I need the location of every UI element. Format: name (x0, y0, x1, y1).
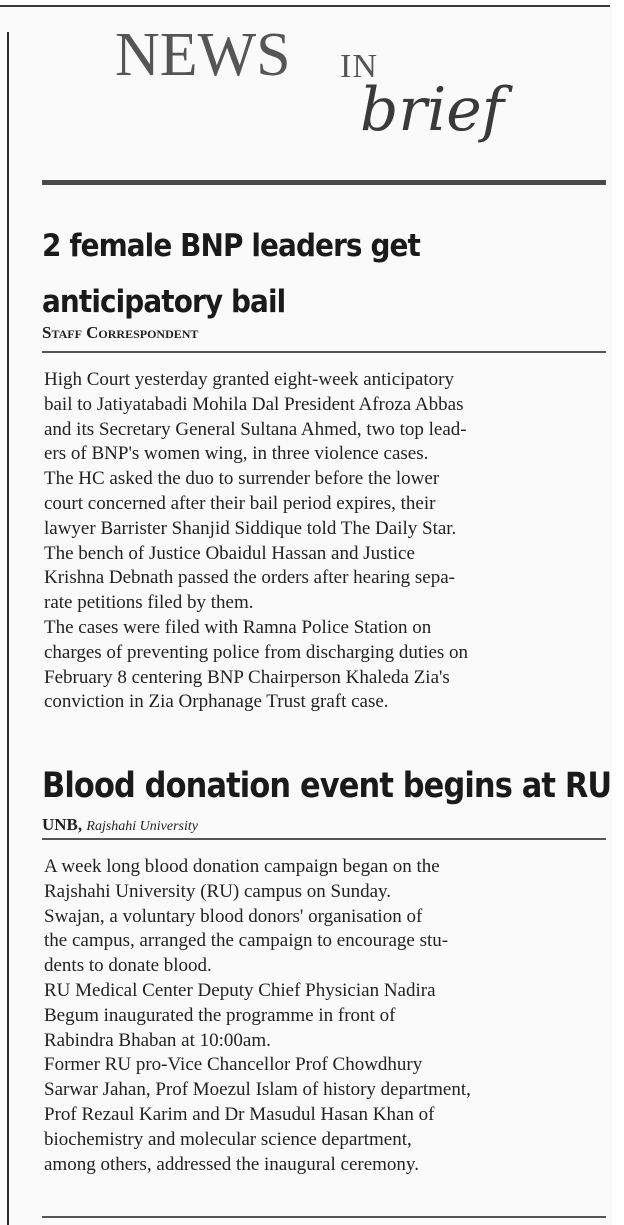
article-2-byline (42, 815, 198, 835)
article-2-paragraph: RU Medical Center Deputy Chief Physician Nadira Begum inaugurated the programme in front of Rabindra Bhaban at 10:00am. (44, 979, 436, 1051)
article-1-paragraph: The bench of Justice Obaidul Hassan and Justice Krishna Debnath passed the orders after hearing sepa- rate petitions filed by them. (44, 542, 455, 614)
article-1-rule (42, 351, 606, 353)
column-left-rule (7, 32, 9, 1225)
article-2-rule (42, 838, 606, 840)
article-1-byline (42, 323, 198, 343)
masthead-rule (42, 180, 606, 185)
article-2-paragraph: Swajan, a voluntary blood donors' organisation of the campus, arranged the campaign to encourage stu- dents to donate blood. (44, 905, 449, 977)
bottom-rule (42, 1216, 606, 1218)
article-2-paragraph: A week long blood donation campaign began on the Rajshahi University (RU) campus on Sunday. (44, 856, 440, 902)
masthead-brief: brief (360, 75, 504, 145)
article-1-paragraph: The cases were filed with Ramna Police Station on charges of preventing police from discharging duties on February 8 centering BNP Chairperson Khaleda Zia's conviction in Zia Orphanage Trust graft case. (44, 616, 469, 713)
article-1-body (44, 368, 604, 715)
masthead-news: NEWS (115, 21, 291, 89)
masthead-in: IN (340, 48, 378, 85)
article-2-byline-location: Rajshahi University (86, 819, 199, 834)
article-1-byline-name: Staff Correspondent (42, 323, 199, 342)
article-2-headline: Blood donation event begins at RU (42, 766, 612, 806)
article-1-paragraph: High Court yesterday granted eight-week anticipatory bail to Jatiyatabadi Mohila Dal President Afroza Abbas and its Secretary General Sultana Ahmed, two top lead- ers of BNP's women wing, in three violence cases. (44, 369, 467, 465)
article-1-paragraph: The HC asked the duo to surrender before the lower court concerned after their bail period expires, their lawyer Barrister Shanjid Siddique told The Daily Star. (44, 468, 457, 539)
article-2-byline-name: UNB, (42, 815, 83, 834)
article-2-paragraph: Former RU pro-Vice Chancellor Prof Chowdhury Sarwar Jahan, Prof Moezul Islam of history department, Prof Rezaul Karim and Dr Masudul Hasan Khan of biochemistry and molecular science department, among others, addressed the inaugural ceremony. (44, 1054, 471, 1175)
article-2-body (44, 855, 604, 1177)
news-in-brief-masthead (0, 0, 624, 190)
article-1-headline: 2 female BNP leaders get anticipatory bail (42, 228, 420, 320)
